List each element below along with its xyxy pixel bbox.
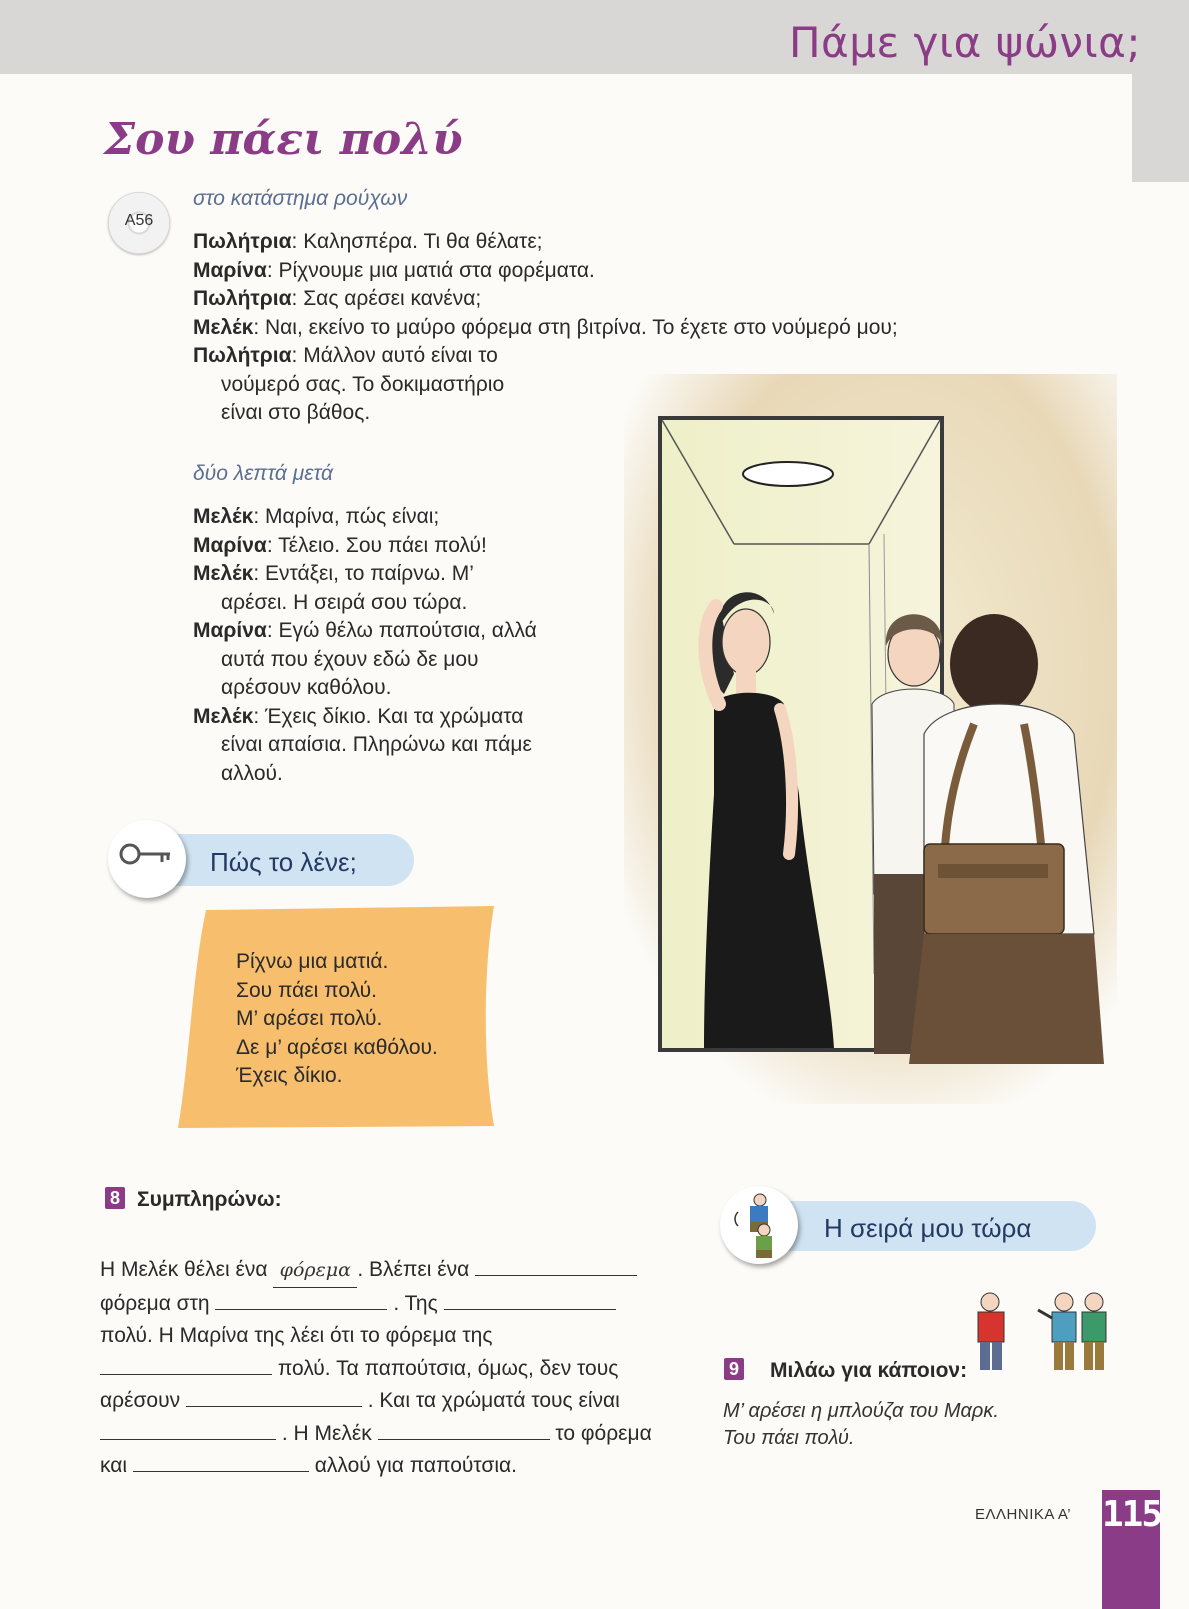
exercise-9-example (723, 1398, 999, 1452)
example-line: Μ’ αρέσει η μπλούζα του Μαρκ. (723, 1400, 999, 1422)
blank-7[interactable] (378, 1419, 550, 1440)
dialogue-continuation: αρέσουν καθόλου. (221, 676, 392, 699)
key-badge (108, 820, 186, 898)
phrase-item: Ρίχνω μια ματιά. (236, 950, 389, 973)
example-answer: φόρεμα (273, 1254, 357, 1288)
scene-title: στο κατάστημα ρούχων (193, 187, 408, 210)
audio-track-label: A56 (124, 212, 154, 229)
dialogue-line (193, 314, 1013, 343)
phrase-item: Μ’ αρέσει πολύ. (236, 1007, 383, 1030)
speaker-name: Μελέκ (193, 562, 254, 585)
chapter-title: Πάμε για ψώνια; (788, 18, 1141, 67)
dialogue-text: : Ναι, εκείνο το μαύρο φόρεμα στη βιτρίνα. Το έχετε στο νούμερό μου; (253, 315, 898, 339)
dialogue-text: : Καλησπέρα. Τι θα θέλατε; (291, 230, 543, 253)
phrase-list (236, 948, 438, 1091)
dialogue-line (193, 228, 1013, 257)
dialogue-line (193, 503, 613, 532)
speaker-name: Μελέκ (193, 505, 254, 528)
fill-text-segment: Η Μελέκ θέλει ένα (100, 1258, 268, 1281)
fill-text-segment: το φόρεμα (555, 1421, 652, 1445)
dialogue-text: : Σας αρέσει κανένα; (291, 287, 482, 310)
exercise-9-badge: 9 (724, 1358, 744, 1380)
dialogue-continuation: είναι απαίσια. Πληρώνω και πάμε (221, 733, 532, 756)
dialogue-line (193, 285, 1013, 314)
jumping-people-icon (720, 1186, 798, 1264)
fill-text-segment: . Και τα χρώματά τους είναι (367, 1389, 620, 1412)
dialogue-text: : Εγώ θέλω παπούτσια, αλλά (266, 619, 537, 642)
dialogue-line (193, 257, 1013, 286)
blank-8[interactable] (133, 1451, 309, 1472)
blank-5[interactable] (186, 1386, 362, 1407)
exercise-9-title: Μιλάω για κάποιον: (770, 1359, 968, 1382)
blank-3[interactable] (444, 1289, 616, 1310)
side-tab (1132, 74, 1189, 182)
speaker-name: Μελέκ (193, 315, 254, 339)
dialogue-continuation: αυτά που έχουν εδώ δε μου (221, 647, 479, 671)
dialogue-line (193, 532, 613, 561)
phrase-item: Δε μ’ αρέσει καθόλου. (236, 1035, 438, 1059)
key-icon (108, 820, 186, 898)
page-number: 115 (1102, 1494, 1162, 1535)
speaker-name: Πωλήτρια (193, 287, 292, 310)
dialogue-text: : Μάλλον αυτό είναι το (291, 344, 498, 367)
dialogue-text: : Μαρίνα, πώς είναι; (253, 505, 440, 528)
fill-text-segment: αρέσουν (100, 1389, 181, 1412)
exercise-8-badge: 8 (105, 1187, 125, 1209)
speaker-name: Πωλήτρια (193, 344, 292, 367)
fitting-room-illustration (624, 374, 1117, 1104)
example-line: Του πάει πολύ. (723, 1427, 855, 1449)
my-turn-badge (720, 1186, 798, 1264)
fill-text-segment: . Η Μελέκ (281, 1421, 372, 1445)
speaker-name: Μαρίνα (193, 619, 267, 642)
blank-1[interactable] (475, 1255, 637, 1276)
fill-text-segment: πολύ. Τα παπούτσια, όμως, δεν τους (277, 1356, 619, 1380)
blank-6[interactable] (100, 1419, 276, 1440)
dialogue-2 (193, 503, 613, 788)
dialogue-text: : Τέλειο. Σου πάει πολύ! (266, 533, 487, 557)
speaker-name: Πωλήτρια (193, 230, 292, 253)
how-to-say-title: Πώς το λένε; (210, 847, 357, 877)
fill-text-segment: φόρεμα στη (100, 1291, 210, 1315)
fill-text-segment: . Βλέπει ένα (357, 1258, 470, 1281)
fill-text-segment: πολύ. Η Μαρίνα της λέει ότι το φόρεμα της (100, 1324, 493, 1347)
dialogue-line (193, 617, 613, 646)
fill-in-text (100, 1254, 690, 1483)
speaker-name: Μαρίνα (193, 533, 267, 557)
people-talking-icon (968, 1288, 1118, 1380)
my-turn-title: Η σειρά μου τώρα (824, 1213, 1032, 1243)
dialogue-line (193, 703, 613, 732)
dialogue-continuation: αρέσει. Η σειρά σου τώρα. (221, 590, 468, 614)
dialogue-continuation: αλλού. (221, 761, 283, 785)
dialogue-line (193, 342, 1013, 371)
dialogue-text: : Έχεις δίκιο. Και τα χρώματα (253, 704, 524, 728)
fill-text-segment: . Της (393, 1291, 438, 1315)
dialogue-text: : Ρίχνουμε μια ματιά στα φορέματα. (266, 258, 595, 282)
dialogue-text: : Εντάξει, το παίρνω. Μ’ (253, 562, 474, 585)
book-title: ΕΛΛΗΝΙΚΑ Α’ (975, 1506, 1072, 1523)
scene-title-2: δύο λεπτά μετά (193, 462, 333, 485)
phrase-item: Σου πάει πολύ. (236, 978, 377, 1002)
lesson-title: Σου πάει πολύ (104, 114, 463, 165)
speaker-name: Μελέκ (193, 704, 254, 728)
blank-4[interactable] (100, 1354, 272, 1375)
dialogue-line (193, 560, 613, 589)
fill-text-segment: και (100, 1454, 128, 1477)
cd-icon[interactable] (108, 192, 170, 254)
dialogue-continuation: νούμερό σας. Το δοκιμαστήριο (221, 372, 505, 396)
speaker-name: Μαρίνα (193, 258, 267, 282)
exercise-8-title: Συμπληρώνω: (137, 1188, 282, 1211)
dialogue-continuation: είναι στο βάθος. (221, 401, 371, 424)
fill-text-segment: αλλού για παπούτσια. (314, 1454, 517, 1477)
phrase-item: Έχεις δίκιο. (236, 1064, 343, 1087)
blank-2[interactable] (215, 1289, 387, 1310)
